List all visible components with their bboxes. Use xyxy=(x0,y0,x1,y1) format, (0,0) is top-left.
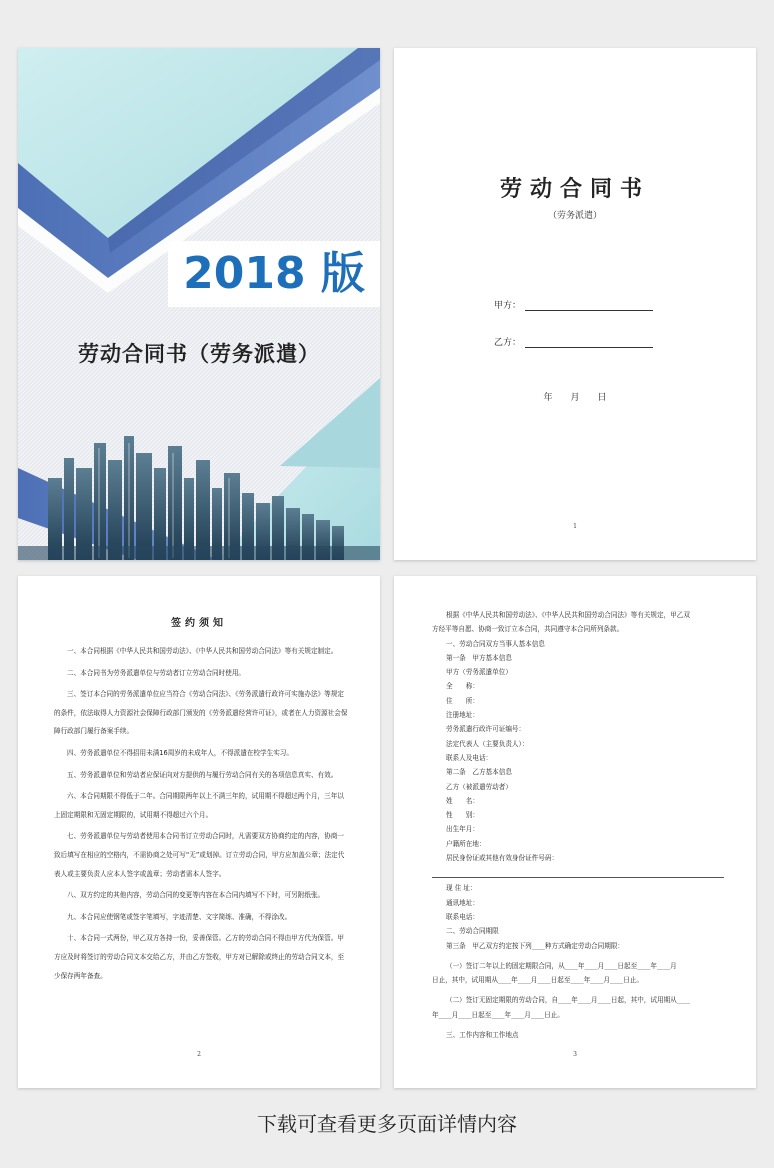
contract-page xyxy=(394,576,756,1088)
field-label: 乙方（被派遣劳动者） xyxy=(446,782,512,791)
cover-page xyxy=(18,48,380,560)
field-label: 劳务派遣行政许可证编号： xyxy=(446,725,526,734)
field-label: 户籍所在地： xyxy=(446,839,486,848)
article-heading: 第三条 甲乙双方约定按下列____种方式确定劳动合同期限： xyxy=(446,941,625,950)
party-a-line xyxy=(494,298,653,311)
page-number: 2 xyxy=(197,1051,201,1058)
cover-year: 2018 版 xyxy=(168,241,380,307)
notice-paragraph: 九、本合同应使钢笔或签字笔填写，字迹清楚、文字简练、准确，不得涂改。 xyxy=(67,912,292,921)
section-heading: 二、劳动合同期限 xyxy=(446,927,499,936)
notice-paragraph: 二、本合同书为劳务派遣单位与劳动者订立劳动合同时使用。 xyxy=(67,668,246,677)
notice-paragraph: 六、本合同期限不得低于二年。合同期限两年以上不满三年的，试用期不得超过两个月，三年以上固定期限和无固定期限的，试用期不得超过六个月。 xyxy=(54,792,344,819)
notice-paragraph: 三、签订本合同的劳务派遣单位应当符合《劳动合同法》、《劳务派遣行政许可实施办法》等规定的条件，依法取得人力资源社会保障行政部门颁发的《劳务派遣经营许可证》，或者在人力资源社会保障行政部门履行备案手续。 xyxy=(54,690,348,736)
notice-title: 签约须知 xyxy=(171,618,227,629)
party-b-line xyxy=(494,335,653,348)
contract-title: 劳动合同书 xyxy=(499,177,650,202)
field-label: 全 称： xyxy=(446,682,479,691)
field-label: 姓 名： xyxy=(446,796,479,805)
field-label: 甲方（劳务派遣单位） xyxy=(446,668,512,677)
notice-paragraph: 十、本合同一式两份，甲乙双方各持一份，妥善保管。乙方的劳动合同不得由甲方代为保管。甲方应及时将签订的劳动合同文本交给乙方，并由乙方签收，甲方对已解除或终止的劳动合同文本，至少保存两年备查。 xyxy=(54,934,345,980)
term-option: （二）签订无固定期限的劳动合同，自____年____月____日起，其中，试用期从____ xyxy=(446,996,690,1005)
date-line: 年 月 日 xyxy=(543,393,607,403)
title-page xyxy=(394,48,756,560)
notice-paragraph: 八、双方约定的其他内容，劳动合同的变更等内容在本合同内填写不下时，可另附纸张。 xyxy=(67,891,325,900)
field-label: 法定代表人（主要负责人）： xyxy=(446,739,529,748)
article-heading: 第二条 乙方基本信息 xyxy=(446,768,512,777)
page-number: 1 xyxy=(573,523,577,530)
field-label: 性 别： xyxy=(446,811,479,820)
party-a-underline xyxy=(525,302,653,311)
party-a-label: 甲方： xyxy=(494,301,522,311)
contract-subtitle: （劳务派遣） xyxy=(547,211,602,221)
divider xyxy=(432,877,724,878)
field-label: 出生年月： xyxy=(446,825,479,834)
notice-page xyxy=(18,576,380,1088)
term-option: （一）签订二年以上的固定期限合同，从____年____月____日起至____年____月 xyxy=(446,961,677,970)
field-label: 现 住 址： xyxy=(446,884,477,893)
contract-body xyxy=(432,608,724,1042)
footer-caption: 下载可查看更多页面详情内容 xyxy=(257,1112,517,1136)
term-option: 日止，其中，试用期从____年____月____日起至____年____月____日止。 xyxy=(432,976,643,985)
notice-paragraph: 五、劳务派遣单位和劳动者应保证向对方提供的与履行劳动合同有关的各项信息真实、有效。 xyxy=(67,770,338,779)
field-label: 联系电话： xyxy=(446,912,479,921)
field-label: 通讯地址： xyxy=(446,898,479,907)
term-option: 年____月____日起至____年____月____日止。 xyxy=(432,1010,564,1019)
intro-line: 根据《中华人民共和国劳动法》、《中华人民共和国劳动合同法》等有关规定，甲乙双 xyxy=(446,611,690,619)
section-heading: 一、劳动合同双方当事人基本信息 xyxy=(446,639,545,648)
field-label: 联系人及电话： xyxy=(446,753,493,762)
notice-paragraph: 七、劳务派遣单位与劳动者使用本合同书订立劳动合同时，凡需要双方协商约定的内容，协商一致后填写在相应的空格内，不需协商之处可写“无”或划掉。订立劳动合同，甲方应加盖公章；法定代表人或主要负责人应本人签字或盖章；劳动者需本人签字。 xyxy=(54,832,345,878)
article-heading: 第一条 甲方基本信息 xyxy=(446,653,512,662)
notice-paragraph: 一、本合同根据《中华人民共和国劳动法》、《中华人民共和国劳动合同法》等有关规定制定。 xyxy=(67,647,338,655)
party-b-label: 乙方： xyxy=(494,338,522,348)
field-label: 注册地址： xyxy=(446,711,479,720)
page-number: 3 xyxy=(573,1051,577,1058)
field-label: 住 所： xyxy=(446,696,479,705)
section-heading: 三、工作内容和工作地点 xyxy=(446,1031,519,1040)
party-b-underline xyxy=(525,339,653,348)
notice-body xyxy=(54,642,348,988)
cover-title: 劳动合同书（劳务派遣） xyxy=(78,342,320,366)
intro-line: 方经平等自愿、协商一致订立本合同，共同遵守本合同所列条款。 xyxy=(432,625,624,634)
field-label: 居民身份证或其他有效身份证件号码： xyxy=(446,854,559,863)
notice-paragraph: 四、劳务派遣单位不得招用未满16周岁的未成年人，不得派遣在校学生实习。 xyxy=(67,748,293,757)
